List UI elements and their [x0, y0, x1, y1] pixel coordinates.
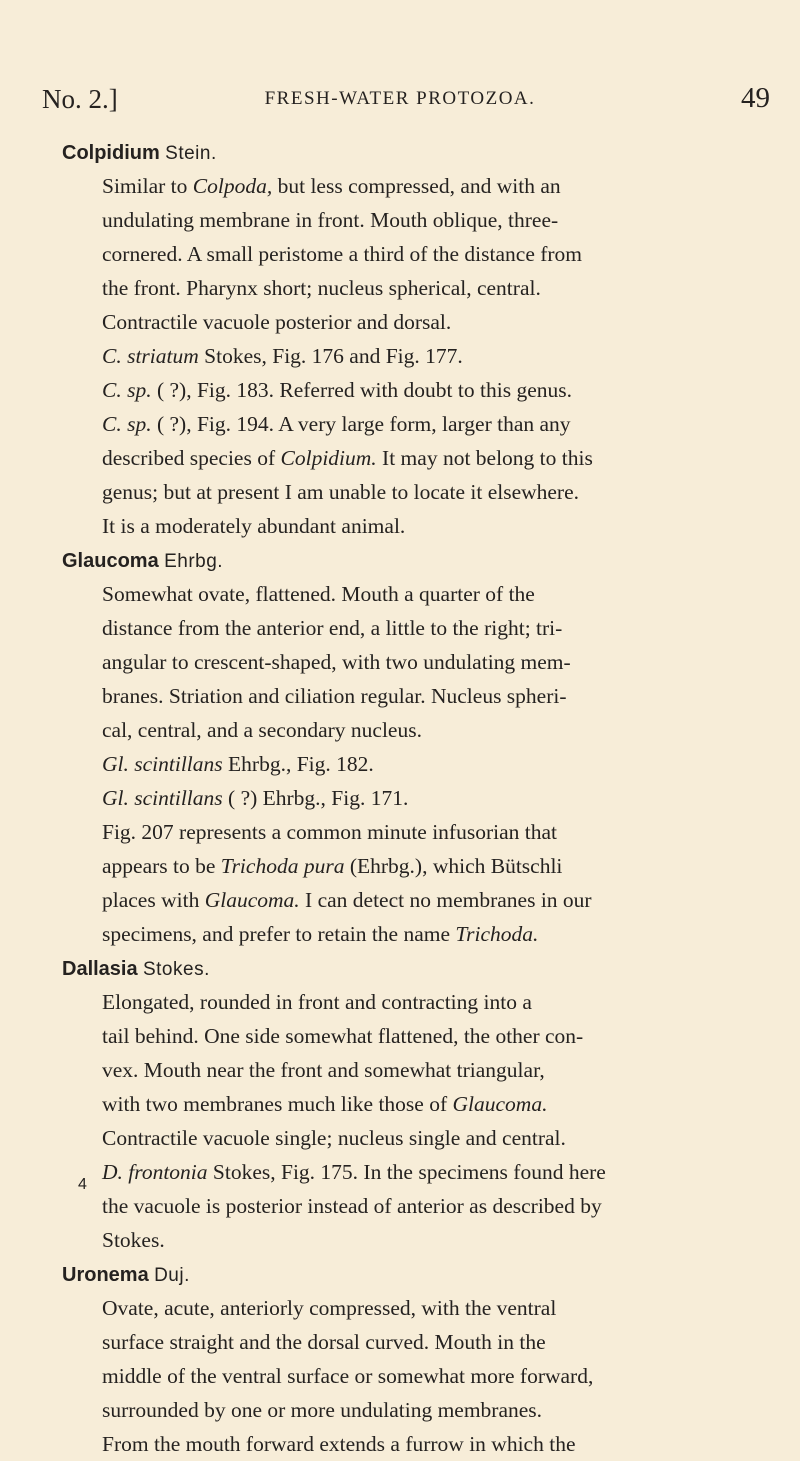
text-line — [102, 339, 772, 373]
text-line — [102, 781, 772, 815]
italic-term: D. frontonia — [102, 1160, 208, 1184]
italic-term: C. sp. — [102, 378, 152, 402]
text-run: It is a moderately abundant animal. — [102, 514, 406, 538]
text-line — [102, 237, 772, 271]
genus-heading — [62, 1257, 772, 1291]
text-line — [102, 1223, 772, 1257]
genus-heading — [62, 135, 772, 169]
text-run: Ovate, acute, anteriorly compressed, with the ventral — [102, 1296, 557, 1320]
genus-heading — [62, 951, 772, 985]
text-run: cornered. A small peristome a third of the distance from — [102, 242, 583, 266]
genus-name: Dallasia — [62, 958, 138, 980]
text-line — [102, 849, 772, 883]
italic-term: Trichoda. — [455, 922, 539, 946]
text-run: angular to crescent-shaped, with two undulating mem- — [102, 650, 571, 674]
text-run: It may not belong to this — [376, 446, 593, 470]
text-run: specimens, and prefer to retain the name — [102, 922, 456, 946]
italic-term: C. sp. — [102, 412, 152, 436]
text-line — [102, 1359, 772, 1393]
text-run: ( ?), Fig. 194. A very large form, larger than any — [151, 412, 571, 436]
text-line — [102, 1325, 772, 1359]
text-line — [102, 407, 772, 441]
genus-name: Colpidium — [62, 142, 160, 164]
text-line — [102, 815, 772, 849]
italic-term: Trichoda pura — [220, 854, 345, 878]
text-line — [102, 679, 772, 713]
text-line — [102, 1087, 772, 1121]
text-line — [102, 917, 772, 951]
text-run: described species of — [102, 446, 281, 470]
text-line — [102, 883, 772, 917]
text-run: ( ?), Fig. 183. Referred with doubt to this genus. — [151, 378, 572, 402]
text-line — [102, 645, 772, 679]
text-line — [102, 1019, 772, 1053]
text-run: Stokes, Fig. 175. In the specimens found here — [207, 1160, 606, 1184]
text-line — [102, 441, 772, 475]
signature-mark: 4 — [78, 1176, 87, 1193]
text-run: I can detect no membranes in our — [299, 888, 592, 912]
text-run: but less compressed, and with an — [272, 174, 561, 198]
text-line — [102, 1155, 772, 1189]
running-title: FRESH-WATER PROTOZOA. — [264, 88, 536, 109]
text-line — [102, 509, 772, 543]
text-run: vex. Mouth near the front and somewhat triangular, — [102, 1058, 545, 1082]
page-number: 49 — [741, 82, 770, 114]
text-run: branes. Striation and ciliation regular. Nucleus spheri- — [102, 684, 567, 708]
genus-name: Stein. — [165, 143, 217, 164]
text-line — [102, 1189, 772, 1223]
body-text — [62, 135, 772, 1461]
text-run: appears to be — [102, 854, 221, 878]
text-run: Fig. 207 represents a common minute infusorian that — [102, 820, 557, 844]
text-run: the vacuole is posterior instead of anterior as described by — [102, 1194, 602, 1218]
italic-term: Gl. scintillans — [102, 786, 223, 810]
italic-term: Gl. scintillans — [102, 752, 223, 776]
text-run: distance from the anterior end, a little to the right; tri- — [102, 616, 563, 640]
text-run: From the mouth forward extends a furrow in which the — [102, 1432, 576, 1456]
text-line — [102, 611, 772, 645]
text-line — [102, 985, 772, 1019]
text-run: the front. Pharynx short; nucleus spherical, central. — [102, 276, 541, 300]
text-run: with two membranes much like those of — [102, 1092, 453, 1116]
text-run: Stokes, Fig. 176 and Fig. 177. — [198, 344, 463, 368]
genus-name: Glaucoma — [62, 550, 159, 572]
italic-term: Colpoda, — [192, 174, 273, 198]
text-run: surface straight and the dorsal curved. Mouth in the — [102, 1330, 546, 1354]
text-line — [102, 203, 772, 237]
genus-heading — [62, 543, 772, 577]
text-run: Stokes. — [102, 1228, 165, 1252]
text-line — [102, 1393, 772, 1427]
text-line — [102, 271, 772, 305]
text-line — [102, 1121, 772, 1155]
text-line — [102, 1291, 772, 1325]
text-line — [102, 577, 772, 611]
running-header — [0, 0, 800, 130]
genus-name: Uronema — [62, 1264, 149, 1286]
text-run: undulating membrane in front. Mouth oblique, three- — [102, 208, 559, 232]
italic-term: Glaucoma. — [204, 888, 300, 912]
text-run: Contractile vacuole single; nucleus single and central. — [102, 1126, 566, 1150]
text-line — [102, 373, 772, 407]
italic-term: Colpidium. — [280, 446, 377, 470]
text-run: Contractile vacuole posterior and dorsal. — [102, 310, 452, 334]
text-line — [102, 305, 772, 339]
text-line — [102, 1053, 772, 1087]
issue-number: No. 2.] — [42, 84, 118, 114]
text-run: places with — [102, 888, 205, 912]
text-run: surrounded by one or more undulating membranes. — [102, 1398, 543, 1422]
text-run: ( ?) Ehrbg., Fig. 171. — [222, 786, 409, 810]
text-line — [102, 747, 772, 781]
text-run: Similar to — [102, 174, 193, 198]
text-line — [102, 475, 772, 509]
text-run: cal, central, and a secondary nucleus. — [102, 718, 422, 742]
genus-name: Stokes. — [142, 959, 210, 980]
text-line — [102, 713, 772, 747]
text-run: tail behind. One side somewhat flattened, the other con- — [102, 1024, 584, 1048]
genus-name: Ehrbg. — [164, 551, 224, 572]
genus-name: Duj. — [154, 1265, 190, 1286]
text-run: middle of the ventral surface or somewhat more forward, — [102, 1364, 594, 1388]
text-run: genus; but at present I am unable to locate it elsewhere. — [102, 480, 580, 504]
text-line — [102, 1427, 772, 1461]
text-line — [102, 169, 772, 203]
text-run: Ehrbg., Fig. 182. — [222, 752, 374, 776]
italic-term: C. striatum — [102, 344, 199, 368]
italic-term: Glaucoma. — [452, 1092, 548, 1116]
text-run: (Ehrbg.), which Bütschli — [344, 854, 563, 878]
text-run: Somewhat ovate, flattened. Mouth a quarter of the — [102, 582, 535, 606]
text-run: Elongated, rounded in front and contracting into a — [102, 990, 532, 1014]
